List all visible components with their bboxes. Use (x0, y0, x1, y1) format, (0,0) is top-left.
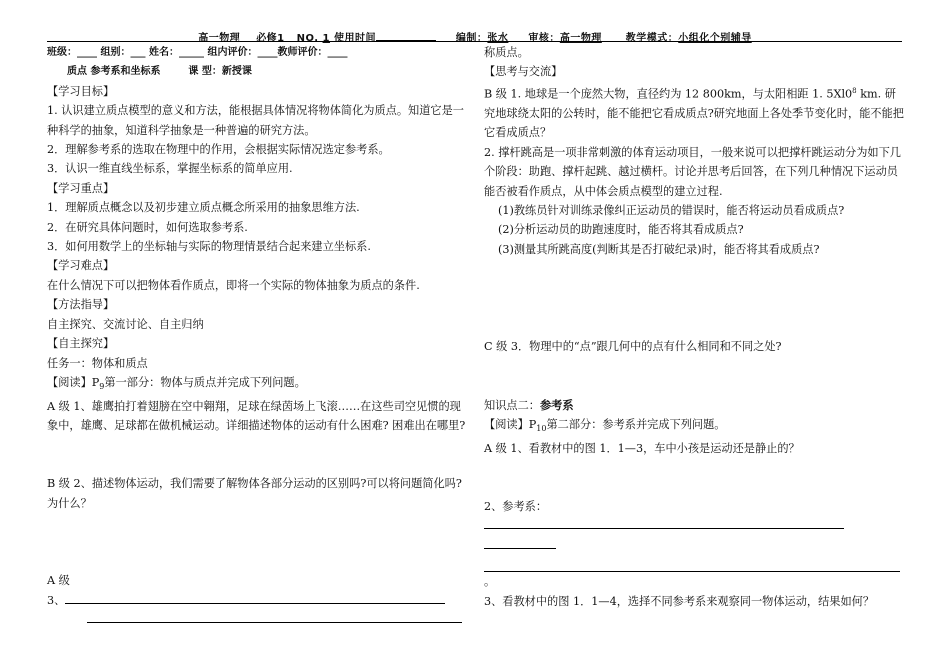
question-a1: A 级 1、雄鹰拍打着翅膀在空中翱翔，足球在绿茵场上飞滚……在这些司空见惯的现象中，雄鹰、足球都在做机械运动。详细描述物体的运动有什么困难? 困难出在哪里? (47, 399, 466, 432)
left-column (47, 43, 467, 629)
header-reviewer-label: 审核： (528, 33, 560, 44)
reading-1-a: 【阅读】P (47, 375, 100, 389)
explore-heading: 【自主探究】 (47, 337, 115, 351)
reading-1-page: 9 (99, 382, 105, 392)
answer-blank-2b[interactable] (484, 536, 556, 549)
header-book: 必修1 (256, 33, 285, 44)
sub-question-3: (3)测量其所跳高度(判断其是否打破纪录)时，能否将其看成质点? (498, 242, 820, 256)
question-a-level: A 级 (47, 574, 70, 588)
answer-blank-2c[interactable] (484, 555, 900, 572)
answer-blank-2a[interactable] (484, 516, 844, 529)
header-editor: 张水 (487, 33, 509, 44)
sub-question-2: (2)分析运动员的助跑速度时，能否将其看成质点? (498, 223, 744, 237)
title-row (47, 62, 467, 81)
question-b1: B 级 1. 地球是一个庞然大物，直径约为 12 800km，与太阳相距 1. $5Xl0^8$ km. 研究地球绕太阳的公转时，能不能把它看成质点?研究地面上各处季节变化时，能不能把它看成质点？ (484, 86, 904, 140)
exponent: 8 (852, 86, 857, 95)
sub-question-1: (1)教练员针对训练录像纠正运动员的错误时，能否将运动员看成质点? (498, 203, 845, 217)
page-title: 质点 参考系和坐标系 (67, 66, 161, 78)
objective-3: 3．认识一维直线坐标系，掌握坐标系的简单应用. (47, 162, 293, 176)
key-point-2: 2．在研究具体问题时，如何选取参考系. (47, 220, 248, 234)
think-heading: 【思考与交流】 (484, 65, 563, 79)
knowledge-point-2: 知识点二：参考系 (484, 397, 574, 412)
question-b2: B 级 2、描述物体运动，我们需要了解物体各部分运动的区别吗?可以将问题简化吗?为什么？ (47, 477, 462, 510)
reading-2-page: 10 (536, 424, 547, 434)
objectives-heading: 【学习目标】 (47, 84, 115, 98)
usage-time-blank (376, 28, 436, 41)
question-c3: C 级 3．物理中的“点”跟几何中的点有什么相同和不同之处? (484, 340, 782, 354)
header-mode-label: 教学模式： (625, 33, 679, 44)
key-points-heading: 【学习重点】 (47, 181, 115, 195)
question-2-pole-vault: 2. 撑杆跳高是一项非常刺激的体育运动项目，一般来说可以把撑杆跳运动分为如下几个阶段：助跑、撑杆起跳、越过横杆。讨论并思考后回答，在下列几种情况下运动员能否被看作质点，从中体会质点模型的建立过程. (484, 145, 901, 198)
key-point-3: 3．如何用数学上的坐标轴与实际的物理情景结合起来建立坐标系. (47, 240, 371, 254)
header-reviewer: 高一物理 (559, 33, 602, 44)
header-mode: 小组化个别辅导 (678, 33, 752, 44)
method-1: 自主探究、交流讨论、自主归纳 (47, 317, 204, 331)
objective-1: 1. 认识建立质点模型的意义和方法，能根据具体情况将物体简化为质点。知道它是一种科学的抽象，知道科学抽象是一种普遍的研究方法。 (47, 104, 464, 137)
right-column (484, 43, 904, 611)
lesson-type: 课 型：新授课 (188, 66, 252, 78)
reference-question-1: A 级 1、看教材中的图 1．1—3，车中小孩是运动还是静止的？ (484, 441, 800, 455)
reading-1 (47, 373, 467, 397)
reading-1-b: 第一部分：物体与质点并完成下列问题。 (104, 375, 306, 389)
task-1: 任务一：物体和质点 (47, 356, 148, 370)
header-usage-time: 使用时间 (334, 33, 376, 44)
header-subject: 高一物理 (198, 33, 241, 44)
info-row: 班级：____ 组别：___ 姓名：_____ 组内评价：____教师评价：____ (47, 47, 348, 58)
reference-question-2: 2、参考系： (484, 497, 904, 536)
question-3: 3、 (47, 591, 467, 610)
reading-2: 【阅读】$P_{10}$第二部分：参考系并完成下列问题。 (484, 418, 726, 434)
method-heading: 【方法指导】 (47, 298, 115, 312)
period-mark: 。 (484, 575, 496, 589)
answer-blank-3b[interactable] (87, 610, 462, 623)
header-editor-label: 编制： (455, 33, 488, 44)
key-point-1: 1．理解质点概念以及初步建立质点概念所采用的抽象思维方法. (47, 201, 360, 215)
header-rule (47, 41, 902, 42)
difficulty-1: 在什么情况下可以把物体看作质点，即将一个实际的物体抽象为质点的条件. (47, 278, 420, 292)
difficulty-heading: 【学习难点】 (47, 259, 115, 273)
reference-question-3: 3、看教材中的图 1．1—4，选择不同参考系来观察同一物体运动，结果如何？ (484, 594, 875, 608)
objective-2: 2．理解参考系的选取在物理中的作用，会根据实际情况选定参考系。 (47, 143, 390, 157)
header-no-value: 1 (322, 33, 331, 44)
header-no-label: NO. (296, 33, 319, 44)
answer-blank-3a[interactable] (65, 591, 445, 604)
continued-text: 称质点。 (484, 46, 529, 59)
